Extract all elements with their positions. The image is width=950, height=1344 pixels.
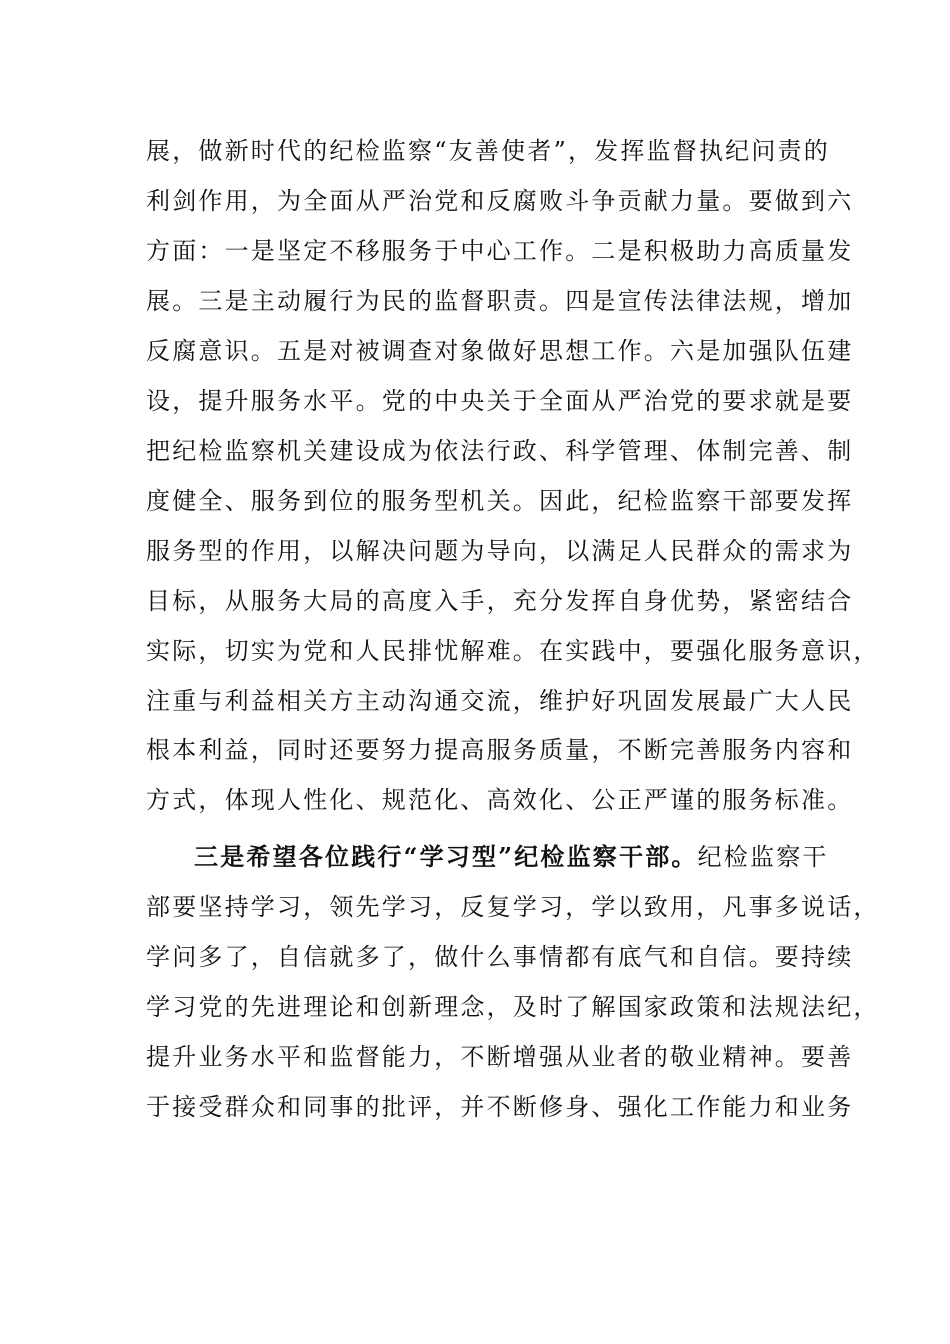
text-line: 反腐意识。五是对被调查对象做好思想工作。六是加强队伍建 [146,337,854,365]
text-line: 注重与利益相关方主动沟通交流，维护好巩固发展最广大人民 [146,687,854,715]
text-line: 学问多了，自信就多了，做什么事情都有底气和自信。要持续 [146,943,854,971]
text-line: 展，做新时代的纪检监察“友善使者”，发挥监督执纪问责的 [146,137,830,165]
paragraph-first-line [194,839,829,875]
text-line: 根本利益，同时还要努力提高服务质量，不断完善服务内容和 [146,736,854,764]
text-line: 服务型的作用，以解决问题为导向，以满足人民群众的需求为 [146,537,854,565]
text-line: 目标，从服务大局的高度入手，充分发挥自身优势，紧密结合 [146,587,854,615]
text-line: 于接受群众和同事的批评，并不断修身、强化工作能力和业务 [146,1093,854,1121]
text-line: 部要坚持学习，领先学习，反复学习，学以致用，凡事多说话， [146,893,880,921]
text-line: 方面：一是坚定不移服务于中心工作。二是积极助力高质量发 [146,237,854,265]
text-line: 利剑作用，为全面从严治党和反腐败斗争贡献力量。要做到六 [146,187,854,215]
text-line: 把纪检监察机关建设成为依法行政、科学管理、体制完善、制 [146,437,854,465]
paragraph-heading: 三是希望各位践行“学习型”纪检监察干部。 [194,842,698,871]
text-line: 提升业务水平和监督能力，不断增强从业者的敬业精神。要善 [146,1043,854,1071]
text-line: 设，提升服务水平。党的中央关于全面从严治党的要求就是要 [146,387,854,415]
text-line: 学习党的先进理论和创新理念，及时了解国家政策和法规法纪， [146,993,880,1021]
text-line: 度健全、服务到位的服务型机关。因此，纪检监察干部要发挥 [146,487,854,515]
text-line: 实际，切实为党和人民排忧解难。在实践中，要强化服务意识， [146,637,880,665]
text-span: 纪检监察干 [697,843,829,871]
text-line: 展。三是主动履行为民的监督职责。四是宣传法律法规，增加 [146,287,854,315]
text-line: 方式，体现人性化、规范化、高效化、公正严谨的服务标准。 [146,786,854,814]
